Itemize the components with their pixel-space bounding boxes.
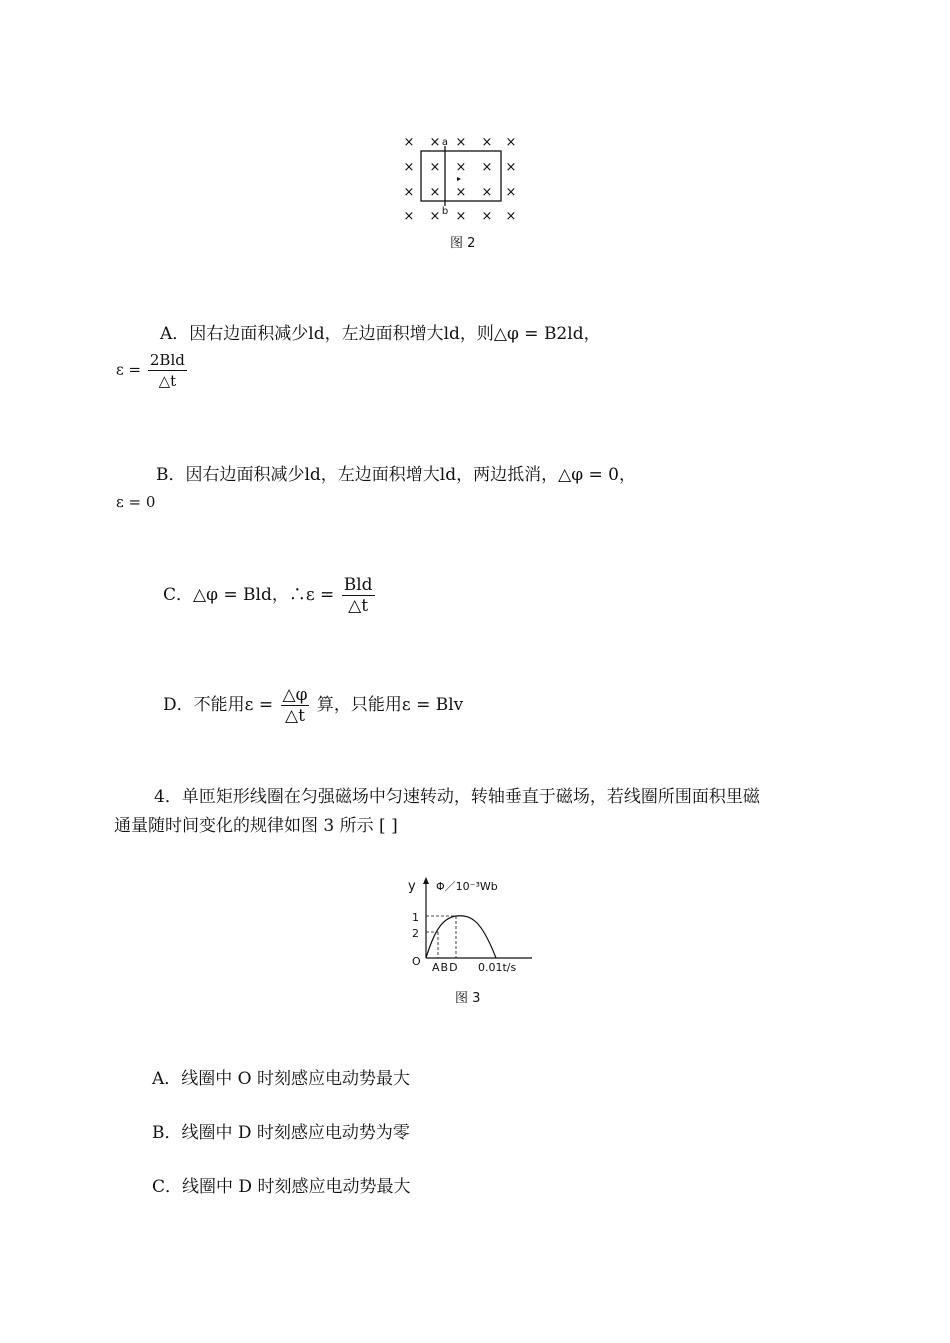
- tick-2: 2: [412, 927, 419, 940]
- svg-text:×: ×: [455, 185, 467, 200]
- option-c-prefix: C．△φ = Bld，∴ε =: [163, 585, 335, 605]
- svg-text:×: ×: [481, 135, 493, 150]
- tick-1: 1: [412, 911, 419, 924]
- svg-text:×: ×: [455, 209, 467, 224]
- choice-b: B．线圈中 D 时刻感应电动势为零: [152, 1123, 410, 1143]
- fraction-numerator: 2Bld: [149, 351, 185, 369]
- fraction: [281, 685, 310, 726]
- svg-text:×: ×: [403, 135, 415, 150]
- figure-2-caption: 图 2: [450, 236, 476, 251]
- svg-text:×: ×: [429, 209, 441, 224]
- fraction-denominator: △t: [285, 706, 305, 726]
- svg-text:×: ×: [429, 185, 441, 200]
- svg-text:×: ×: [403, 160, 415, 175]
- option-c: [163, 575, 377, 616]
- question-4-line1: 4．单匝矩形线圈在匀强磁场中匀速转动，转轴垂直于磁场，若线圈所围面积里磁: [154, 787, 760, 807]
- question-4-line2: 通量随时间变化的规律如图 3 所示 [ ]: [114, 816, 398, 836]
- field-loop-diagram: [395, 128, 535, 228]
- option-a-formula: [116, 350, 189, 391]
- svg-text:×: ×: [403, 209, 415, 224]
- option-d: [163, 685, 463, 726]
- question-4: [114, 783, 854, 841]
- svg-text:×: ×: [505, 160, 517, 175]
- option-b-line2: ε = 0: [116, 493, 156, 511]
- svg-text:×: ×: [481, 185, 493, 200]
- x-end-label: 0.01t/s: [478, 961, 517, 974]
- svg-text:×: ×: [455, 135, 467, 150]
- svg-text:×: ×: [455, 160, 467, 175]
- phi-label: Φ／10⁻³Wb: [436, 880, 498, 893]
- choice-c: C．线圈中 D 时刻感应电动势最大: [152, 1177, 411, 1197]
- svg-text:×: ×: [429, 135, 441, 150]
- fraction-numerator: △φ: [282, 685, 308, 705]
- svg-text:×: ×: [505, 185, 517, 200]
- choice-a: A．线圈中 O 时刻感应电动势最大: [152, 1069, 411, 1089]
- fraction: [148, 350, 187, 391]
- epsilon-lhs: ε =: [116, 360, 142, 379]
- fraction-denominator: △t: [348, 596, 369, 616]
- option-d-suffix: 算，只能用ε = Blv: [316, 695, 464, 715]
- option-b-line1: B．因右边面积减少ld，左边面积增大ld，两边抵消，△φ = 0，: [156, 465, 636, 485]
- y-label: y: [408, 879, 416, 894]
- fraction: [342, 575, 375, 616]
- origin-label: O: [412, 955, 421, 968]
- figure-3-caption: 图 3: [455, 991, 481, 1006]
- label-a: a: [441, 137, 449, 148]
- x-points-label: ABD: [432, 961, 459, 974]
- figure-3: [400, 874, 540, 1004]
- svg-text:×: ×: [429, 160, 441, 175]
- option-d-prefix: D．不能用ε =: [163, 695, 274, 715]
- flux-graph: [400, 874, 540, 974]
- svg-text:×: ×: [403, 185, 415, 200]
- figure-2: [395, 128, 535, 258]
- svg-text:×: ×: [505, 209, 517, 224]
- svg-text:×: ×: [481, 209, 493, 224]
- svg-text:×: ×: [505, 135, 517, 150]
- fraction-numerator: Bld: [343, 575, 373, 595]
- svg-text:×: ×: [481, 160, 493, 175]
- label-b: b: [441, 206, 449, 217]
- option-a-line1: A．因右边面积减少ld，左边面积增大ld，则△φ = B2ld，: [160, 324, 601, 344]
- fraction-denominator: △t: [158, 372, 177, 390]
